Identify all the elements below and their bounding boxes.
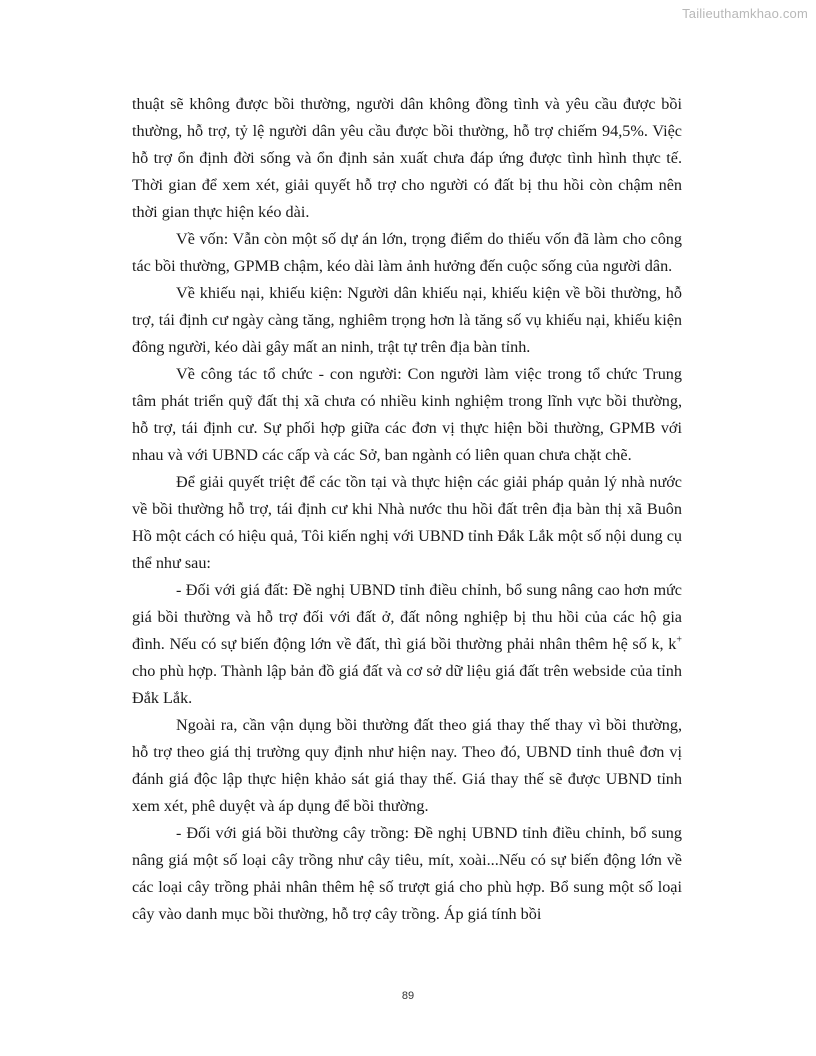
watermark: Tailieuthamkhao.com	[682, 6, 808, 21]
k-plus-superscript: +	[676, 634, 682, 646]
paragraph-organization: Về công tác tổ chức - con người: Con người làm việc trong tổ chức Trung tâm phát triển quỹ đất thị xã chưa có nhiều kinh nghiệm trong lĩnh vực bồi thường, hỗ trợ, tái định cư. Sự phối hợp giữa các đơn vị thực hiện bồi thường, GPMB với nhau và với UBND các cấp và các Sở, ban ngành có liên quan chưa chặt chẽ.	[132, 365, 682, 464]
paragraph-recommendation-intro: Để giải quyết triệt để các tồn tại và thực hiện các giải pháp quản lý nhà nước về bồi thường hỗ trợ, tái định cư khi Nhà nước thu hồi đất trên địa bàn thị xã Buôn Hồ một cách có hiệu quả, Tôi kiến nghị với UBND tỉnh Đắk Lắk một số nội dung cụ thể như sau:	[132, 473, 682, 572]
paragraph-complaints: Về khiếu nại, khiếu kiện: Người dân khiếu nại, khiếu kiện về bồi thường, hỗ trợ, tái định cư ngày càng tăng, nghiêm trọng hơn là tăng số vụ khiếu nại, khiếu kiện đông người, kéo dài gây mất an ninh, trật tự trên địa bàn tỉnh.	[132, 284, 682, 356]
document-body	[132, 91, 682, 928]
page-number: 89	[401, 990, 415, 1002]
paragraph-replacement-price: Ngoài ra, cần vận dụng bồi thường đất theo giá thay thế thay vì bồi thường, hỗ trợ theo giá thị trường quy định như hiện nay. Theo đó, UBND tỉnh thuê đơn vị đánh giá độc lập thực hiện khảo sát giá thay thế. Giá thay thế sẽ được UBND tỉnh xem xét, phê duyệt và áp dụng để bồi thường.	[132, 716, 682, 815]
paragraph-continuation: thuật sẽ không được bồi thường, người dân không đồng tình và yêu cầu được bồi thường, hỗ trợ, tỷ lệ người dân yêu cầu được bồi thường, hỗ trợ chiếm 94,5%. Việc hỗ trợ ổn định đời sống và ổn định sản xuất chưa đáp ứng được tình hình thực tế. Thời gian để xem xét, giải quyết hỗ trợ cho người có đất bị thu hồi còn chậm nên thời gian thực hiện kéo dài.	[132, 95, 682, 221]
paragraph-crop-price: - Đối với giá bồi thường cây trồng: Đề nghị UBND tỉnh điều chỉnh, bổ sung nâng giá một số loại cây trồng như cây tiêu, mít, xoài...Nếu có sự biến động lớn về các loại cây trồng phải nhân thêm hệ số trượt giá cho phù hợp. Bổ sung một số loại cây vào danh mục bồi thường, hỗ trợ cây trồng. Áp giá tính bồi	[132, 824, 682, 923]
land-price-text-a: - Đối với giá đất: Đề nghị UBND tỉnh điều chỉnh, bổ sung nâng cao hơn mức giá bồi thường và hỗ trợ đối với đất ở, đất nông nghiệp bị thu hồi của các hộ gia đình. Nếu có sự biến động lớn về đất, thì giá bồi thường phải nhân thêm hệ số k, k	[132, 581, 682, 653]
land-price-text-b: cho phù hợp. Thành lập bản đồ giá đất và cơ sở dữ liệu giá đất trên webside của tỉnh Đắk Lắk.	[132, 662, 682, 707]
paragraph-capital: Về vốn: Vẫn còn một số dự án lớn, trọng điểm do thiếu vốn đã làm cho công tác bồi thường, GPMB chậm, kéo dài làm ảnh hưởng đến cuộc sống của người dân.	[132, 230, 682, 275]
paragraph-land-price	[132, 577, 682, 712]
